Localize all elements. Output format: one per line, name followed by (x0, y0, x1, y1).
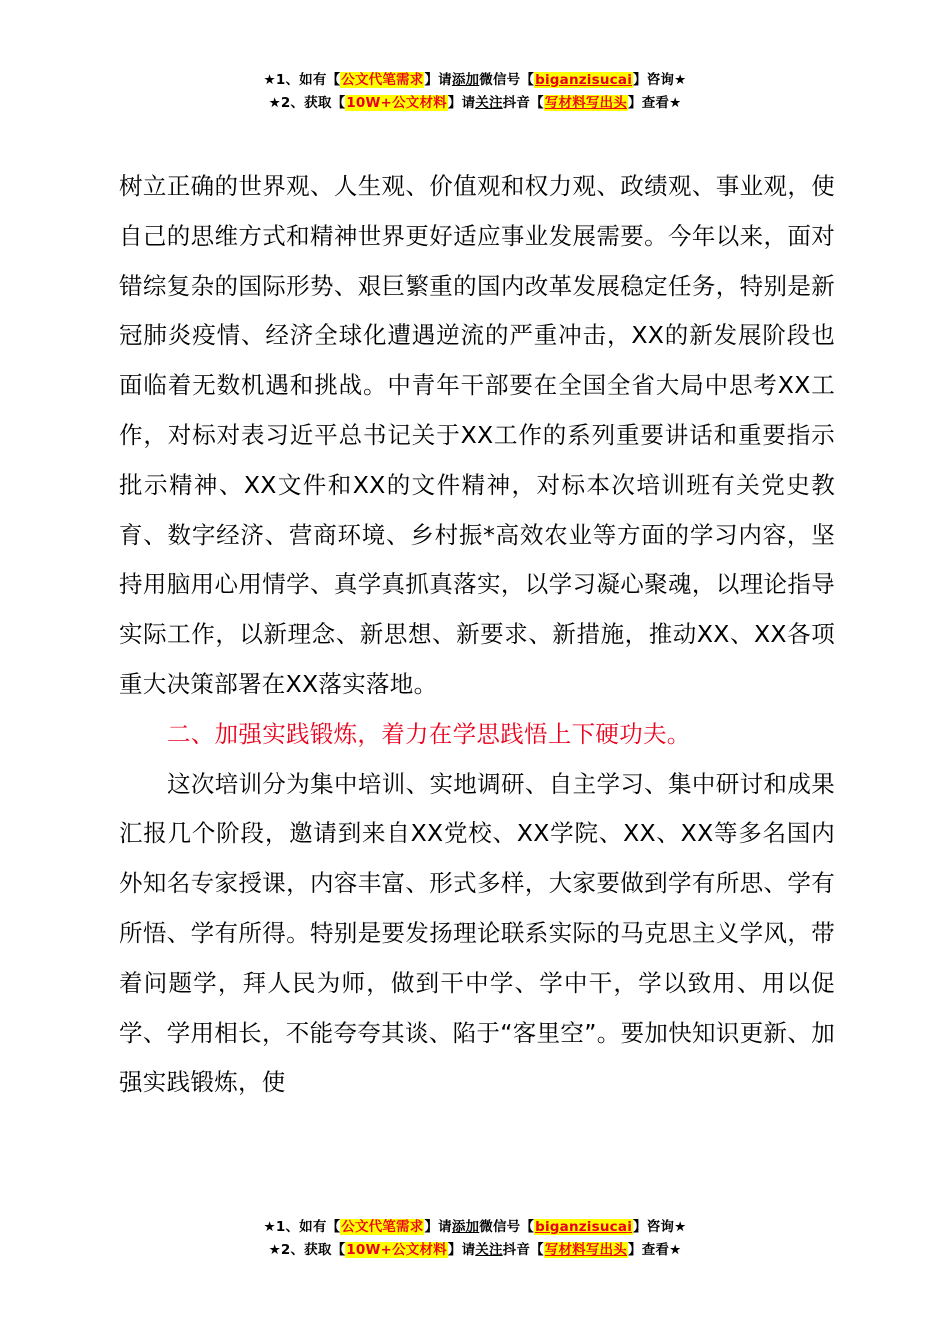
promo-banner-bottom (0, 1216, 950, 1262)
promo-prefix: ★1、如有【 (263, 72, 341, 88)
promo-suffix: 】咨询★ (633, 72, 687, 88)
promo-suffix: 】查看★ (628, 95, 682, 111)
promo-emphasis: 关注 (475, 95, 503, 111)
promo-emphasis: 添加 (451, 1219, 480, 1235)
promo-prefix: ★2、获取【 (268, 95, 346, 111)
promo-line-2 (0, 92, 950, 115)
document-body (119, 162, 835, 1108)
promo-line-1 (0, 69, 950, 92)
promo-text: 】请 (424, 1219, 452, 1235)
promo-highlight: 10W+公文材料 (346, 1242, 447, 1258)
promo-line-2 (0, 1239, 950, 1262)
promo-emphasis: 关注 (475, 1242, 503, 1258)
promo-highlight: 10W+公文材料 (346, 95, 447, 111)
promo-highlight: 公文代笔需求 (341, 1219, 424, 1235)
promo-text: 抖音【 (502, 95, 544, 111)
promo-text: 抖音【 (502, 1242, 544, 1258)
promo-wechat-id: biganzisucai (535, 72, 633, 88)
promo-suffix: 】咨询★ (633, 1219, 687, 1235)
body-paragraph: 树立正确的世界观、人生观、价值观和权力观、政绩观、事业观，使自己的思维方式和精神世界更好适应事业发展需要。今年以来，面对错综复杂的国际形势、艰巨繁重的国内改革发展稳定任务，特别是新冠肺炎疫情、经济全球化遭遇逆流的严重冲击，XX的新发展阶段也面临着无数机遇和挑战。中青年干部要在全国全省大局中思考XX工作，对标对表习近平总书记关于XX工作的系列重要讲话和重要指示批示精神、XX文件和XX的文件精神，对标本次培训班有关党史教育、数字经济、营商环境、乡村振*高效农业等方面的学习内容，坚持用脑用心用情学、真学真抓真落实，以学习凝心聚魂，以理论指导实际工作，以新理念、新思想、新要求、新措施，推动XX、XX各项重大决策部署在XX落实落地。 (119, 172, 835, 698)
promo-text: 微信号【 (479, 72, 535, 88)
promo-prefix: ★2、获取【 (268, 1242, 346, 1258)
promo-text: 】请 (447, 95, 476, 111)
promo-text: 微信号【 (479, 1219, 535, 1235)
promo-banner-top (0, 69, 950, 115)
promo-text: 】请 (447, 1242, 476, 1258)
promo-wechat-id: biganzisucai (535, 1219, 633, 1235)
promo-douyin-account: 写材料写出头 (544, 95, 627, 111)
promo-prefix: ★1、如有【 (263, 1219, 341, 1235)
promo-line-1 (0, 1216, 950, 1239)
promo-text: 】请 (424, 72, 452, 88)
promo-highlight: 公文代笔需求 (341, 72, 424, 88)
promo-suffix: 】查看★ (628, 1242, 682, 1258)
promo-emphasis: 添加 (451, 72, 480, 88)
promo-douyin-account: 写材料写出头 (544, 1242, 627, 1258)
section-heading: 二、加强实践锻炼，着力在学思践悟上下硬功夫。 (167, 719, 691, 748)
body-paragraph: 这次培训分为集中培训、实地调研、自主学习、集中研讨和成果汇报几个阶段，邀请到来自XX党校、XX学院、XX、XX等多名国内外知名专家授课，内容丰富、形式多样，大家要做到学有所思、学有所悟、学有所得。特别是要发扬理论联系实际的马克思主义学风，带着问题学，拜人民为师，做到干中学、学中干，学以致用、用以促学、学用相长，不能夸夸其谈、陷于“客里空”。要加快知识更新、加强实践锻炼，使 (119, 769, 835, 1097)
